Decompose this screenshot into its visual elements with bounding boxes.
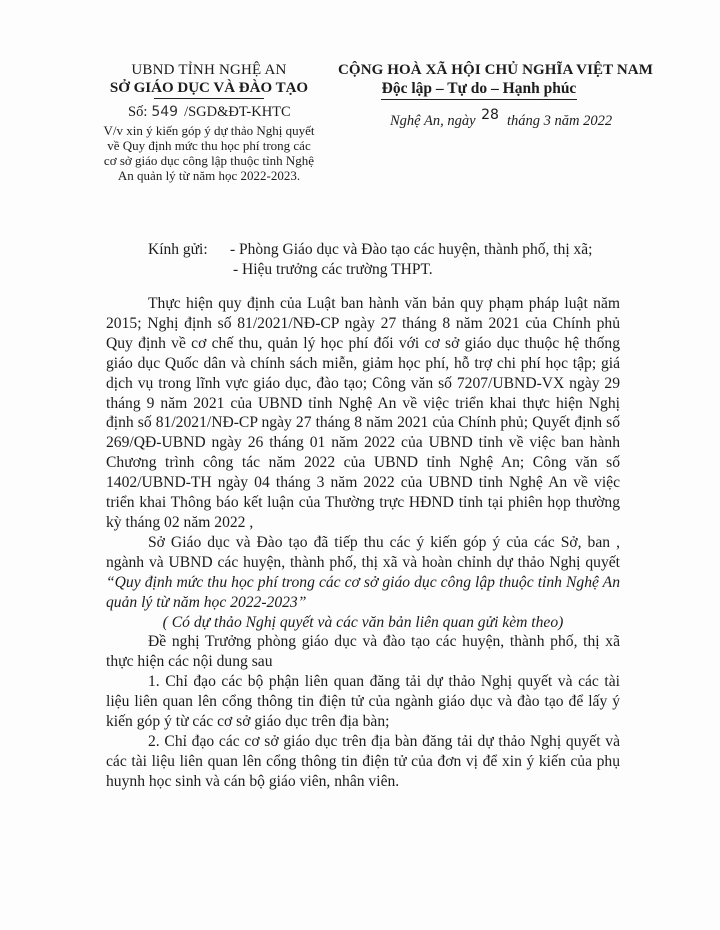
recipient-item: - Hiệu trưởng các trường THPT. <box>233 261 433 278</box>
attachment-note: ( Có dự thảo Nghị quyết và các văn bản liên quan gửi kèm theo) <box>162 613 564 631</box>
document-number <box>100 103 318 121</box>
department-underline <box>154 98 264 99</box>
agency-name: UBND TỈNH NGHỆ AN <box>131 62 287 78</box>
paragraph-text: Sở Giáo dục và Đào tạo đã tiếp thu các ý kiến góp ý của các Sở, ban , ngành và UBND các huyện, thành phố, thị xã và hoàn chỉnh dự thảo Nghị quyết <box>106 533 620 571</box>
letter-body <box>106 294 620 792</box>
issue-date <box>390 107 613 130</box>
body-paragraph: Đề nghị Trưởng phòng giáo dục và đào tạo các huyện, thành phố, thị xã thực hiện các nội dung sau <box>106 633 620 671</box>
body-paragraph: 1. Chỉ đạo các bộ phận liên quan đăng tải dự thảo Nghị quyết và các tài liệu liên quan lên cổng thông tin điện tử của ngành giáo dục và đào tạo để lấy ý kiến góp ý từ các cơ sở giáo dục trên địa bàn; <box>106 673 620 731</box>
department-name: SỞ GIÁO DỤC VÀ ĐÀO TẠO <box>109 80 309 96</box>
body-paragraph: 2. Chỉ đạo các cơ sở giáo dục trên địa bàn đăng tải dự thảo Nghị quyết và các tài liệu liên quan lên cổng thông tin điện tử của đơn vị để xin ý kiến của phụ huynh học sinh và cán bộ giáo viên, nhân viên. <box>106 732 620 790</box>
motto-underline <box>381 99 577 100</box>
document-subject: V/v xin ý kiến góp ý dự thảo Nghị quyết về Quy định mức thu học phí trong các cơ sở giáo dục công lập thuộc tỉnh Nghệ An quản lý từ năm học 2022-2023. <box>103 123 315 183</box>
national-motto: Độc lập – Tự do – Hạnh phúc <box>381 80 577 97</box>
doc-number-handwritten: 549 <box>151 104 179 120</box>
date-suffix: tháng 3 năm 2022 <box>506 113 613 129</box>
resolution-title: “Quy định mức thu học phí trong các cơ sở giáo dục công lập thuộc tỉnh Nghệ An quản lý từ năm học 2022-2023” <box>106 573 620 611</box>
recipient-item: - Phòng Giáo dục và Đào tạo các huyện, thành phố, thị xã; <box>230 241 593 258</box>
issuer-block <box>100 62 318 183</box>
doc-number-prefix: Số: <box>128 104 148 120</box>
national-heading <box>338 62 653 100</box>
date-day-handwritten: 28 <box>481 107 499 123</box>
body-paragraph: Thực hiện quy định của Luật ban hành văn bản quy phạm pháp luật năm 2015; Nghị định số 81/2021/NĐ-CP ngày 27 tháng 8 năm 2021 của Chính phủ Quy định về cơ chế thu, quản lý học phí đối với cơ sở giáo dục thuộc hệ thống giáo dục Quốc dân và chính sách miễn, giảm học phí, hỗ trợ chi phí học tập; giá dịch vụ trong lĩnh vực giáo dục, đào tạo; Công văn số 7207/UBND-VX ngày 29 tháng 9 năm 2021 của UBND tỉnh Nghệ An về việc triển khai thực hiện Nghị định số 81/2021/NĐ-CP ngày 27 tháng 8 năm 2021 của Chính phủ; Quyết định số 269/QĐ-UBND ngày 26 tháng 01 năm 2022 của UBND tỉnh về việc ban hành Chương trình công tác năm 2022 của UBND tỉnh Nghệ An; Công văn số 1402/UBND-TH ngày 04 tháng 3 năm 2022 của UBND tỉnh Nghệ An về việc triển khai Thông báo kết luận của Thường trực HĐND tỉnh tại phiên họp thường kỳ tháng 02 năm 2022 , <box>106 295 620 531</box>
nation-name: CỘNG HOÀ XÃ HỘI CHỦ NGHĨA VIỆT NAM <box>338 62 653 78</box>
doc-number-suffix: /SGD&ĐT-KHTC <box>184 104 291 120</box>
body-paragraph <box>106 533 620 613</box>
date-prefix: Nghệ An, ngày <box>390 113 476 129</box>
recipients-label: Kính gửi: <box>148 241 208 258</box>
